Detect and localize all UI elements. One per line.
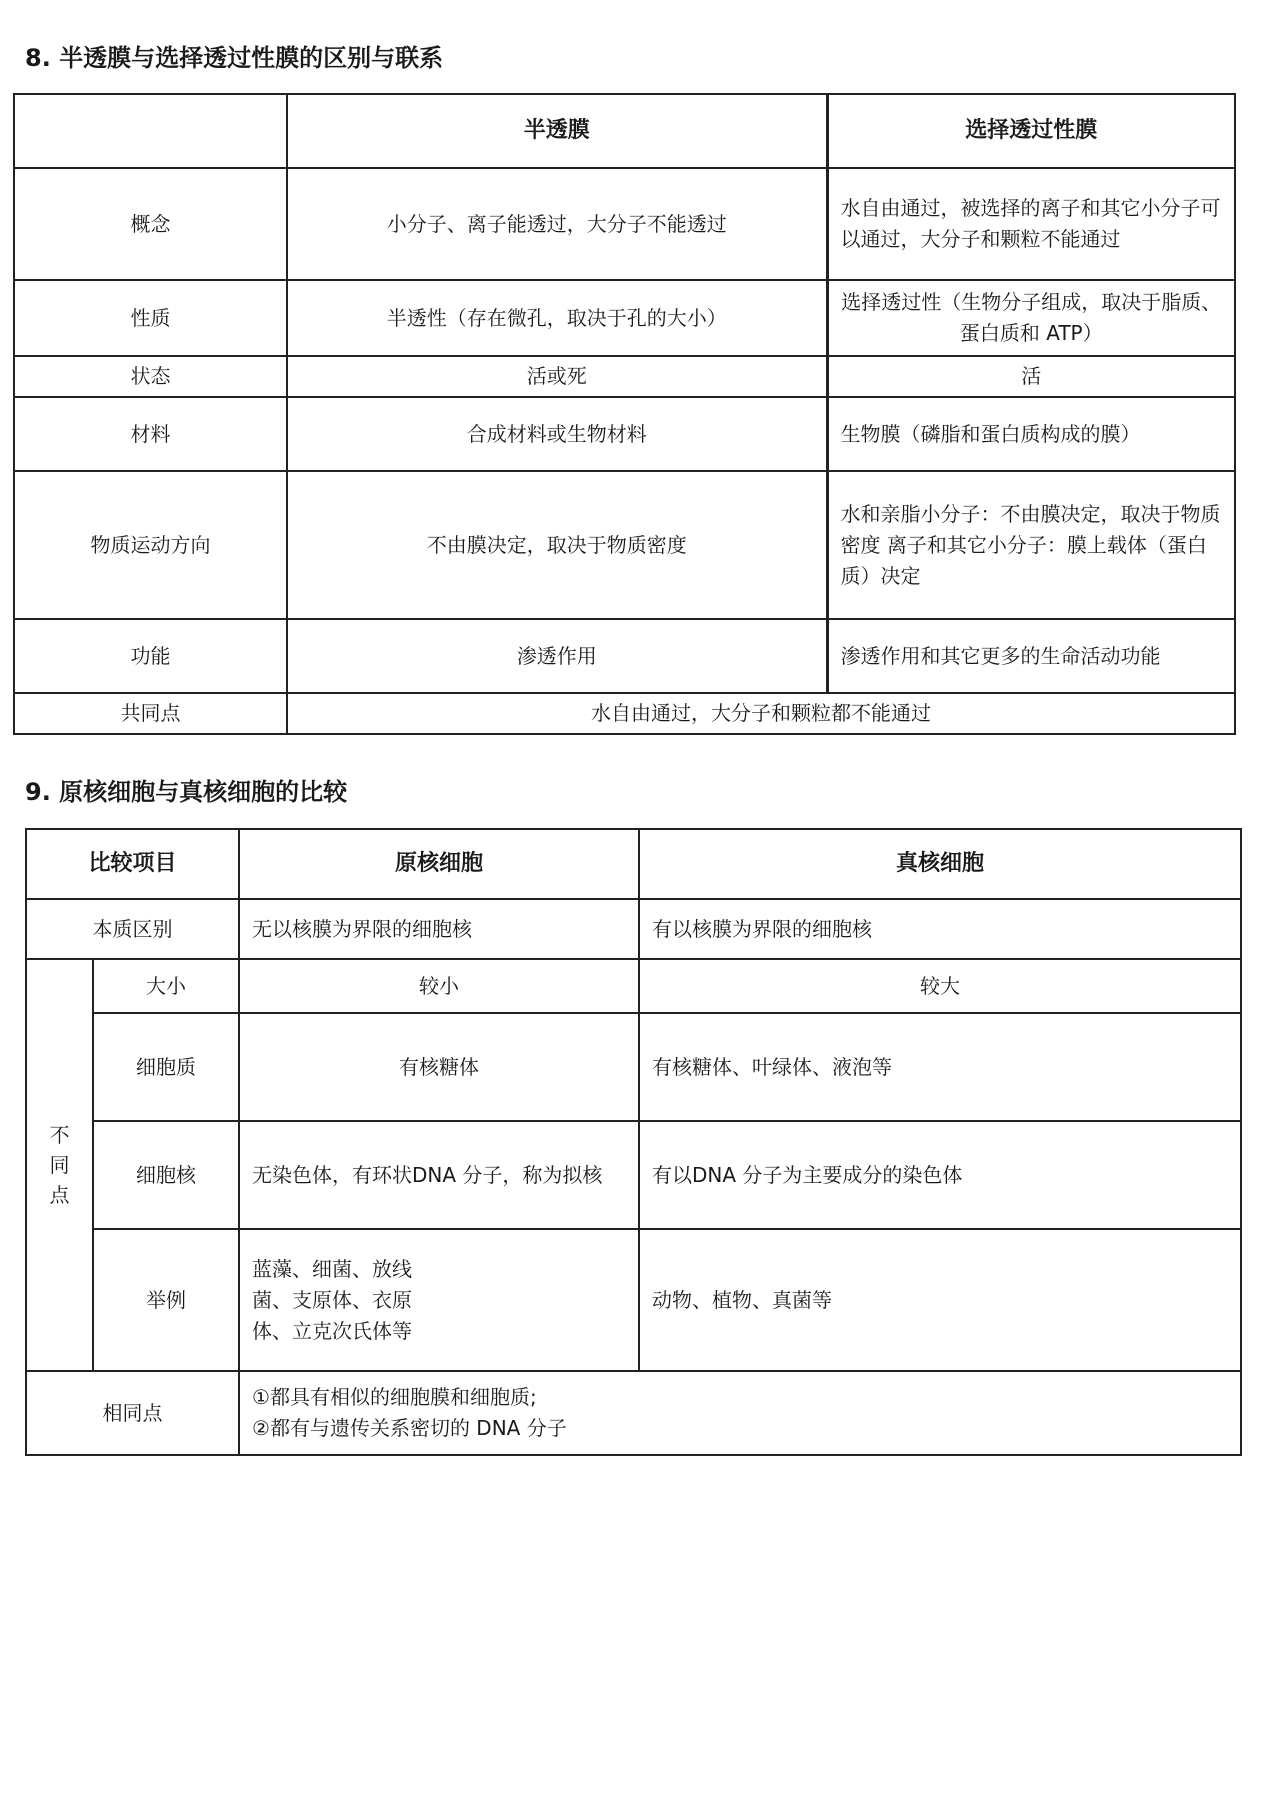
cell-prokaryote: 有核糖体	[239, 1013, 639, 1121]
cell-semipermeable: 活或死	[287, 356, 827, 397]
membrane-comparison-table	[13, 93, 1236, 735]
row-label: 物质运动方向	[14, 471, 287, 619]
cell-selective: 渗透作用和其它更多的生命活动功能	[827, 619, 1235, 693]
cell-selective: 选择透过性（生物分子组成，取决于脂质、蛋白质和 ATP）	[827, 280, 1235, 356]
table-header-row	[14, 94, 1235, 168]
cell-semipermeable: 半透性（存在微孔，取决于孔的大小）	[287, 280, 827, 356]
cell-semipermeable: 不由膜决定，取决于物质密度	[287, 471, 827, 619]
cell-prokaryote: 无以核膜为界限的细胞核	[239, 899, 639, 959]
cell-eukaryote: 动物、植物、真菌等	[639, 1229, 1241, 1371]
cell-eukaryote: 有核糖体、叶绿体、液泡等	[639, 1013, 1241, 1121]
header-blank-cell	[14, 94, 287, 168]
table-row-state	[14, 356, 1235, 397]
table-row-examples	[26, 1229, 1241, 1371]
row-label: 大小	[93, 959, 239, 1013]
row-label: 性质	[14, 280, 287, 356]
row-label: 举例	[93, 1229, 239, 1371]
cell-common: 水自由通过，大分子和颗粒都不能通过	[287, 693, 1235, 734]
cell-selective: 生物膜（磷脂和蛋白质构成的膜）	[827, 397, 1235, 471]
cell-same	[239, 1371, 1241, 1455]
cell-eukaryote: 较大	[639, 959, 1241, 1013]
cell-selective: 水自由通过，被选择的离子和其它小分子可以通过，大分子和颗粒不能通过	[827, 168, 1235, 280]
table-row-direction	[14, 471, 1235, 619]
row-label: 状态	[14, 356, 287, 397]
row-label: 共同点	[14, 693, 287, 734]
same-line: ①都具有相似的细胞膜和细胞质;	[252, 1385, 537, 1409]
row-label: 细胞核	[93, 1121, 239, 1229]
cell-prokaryote	[239, 1229, 639, 1371]
cell-selective: 水和亲脂小分子：不由膜决定，取决于物质密度 离子和其它小分子：膜上载体（蛋白质）决定	[827, 471, 1235, 619]
table-row-essence	[26, 899, 1241, 959]
diff-group-text: 不同点	[49, 1123, 70, 1207]
example-line: 体、立克次氏体等	[252, 1318, 413, 1343]
cell-selective: 活	[827, 356, 1235, 397]
table-row-function	[14, 619, 1235, 693]
cell-semipermeable: 小分子、离子能透过，大分子不能透过	[287, 168, 827, 280]
header-semipermeable: 半透膜	[287, 94, 827, 168]
row-label: 本质区别	[26, 899, 239, 959]
table-row-common	[14, 693, 1235, 734]
cell-comparison-table	[25, 828, 1242, 1456]
cell-eukaryote: 有以DNA 分子为主要成分的染色体	[639, 1121, 1241, 1229]
table-row-same	[26, 1371, 1241, 1455]
example-line: 蓝藻、细菌、放线	[252, 1256, 413, 1281]
cell-semipermeable: 合成材料或生物材料	[287, 397, 827, 471]
section8-title: 8. 半透膜与选择透过性膜的区别与联系	[25, 44, 444, 72]
row-label: 概念	[14, 168, 287, 280]
cell-prokaryote: 无染色体，有环状DNA 分子，称为拟核	[239, 1121, 639, 1229]
cell-prokaryote: 较小	[239, 959, 639, 1013]
table-row-property	[14, 280, 1235, 356]
table-row-size	[26, 959, 1241, 1013]
diff-group-label	[26, 959, 93, 1371]
header-eukaryote: 真核细胞	[639, 829, 1241, 899]
header-item: 比较项目	[26, 829, 239, 899]
cell-semipermeable: 渗透作用	[287, 619, 827, 693]
row-label: 功能	[14, 619, 287, 693]
row-label: 相同点	[26, 1371, 239, 1455]
section9-title: 9. 原核细胞与真核细胞的比较	[25, 778, 348, 806]
table-header-row	[26, 829, 1241, 899]
table-row-concept	[14, 168, 1235, 280]
row-label: 材料	[14, 397, 287, 471]
same-line: ②都有与遗传关系密切的 DNA 分子	[252, 1416, 567, 1440]
example-line: 菌、支原体、衣原	[252, 1287, 413, 1312]
row-label: 细胞质	[93, 1013, 239, 1121]
table-row-material	[14, 397, 1235, 471]
cell-eukaryote: 有以核膜为界限的细胞核	[639, 899, 1241, 959]
table-row-cytoplasm	[26, 1013, 1241, 1121]
header-selective: 选择透过性膜	[827, 94, 1235, 168]
header-prokaryote: 原核细胞	[239, 829, 639, 899]
table-row-nucleus	[26, 1121, 1241, 1229]
